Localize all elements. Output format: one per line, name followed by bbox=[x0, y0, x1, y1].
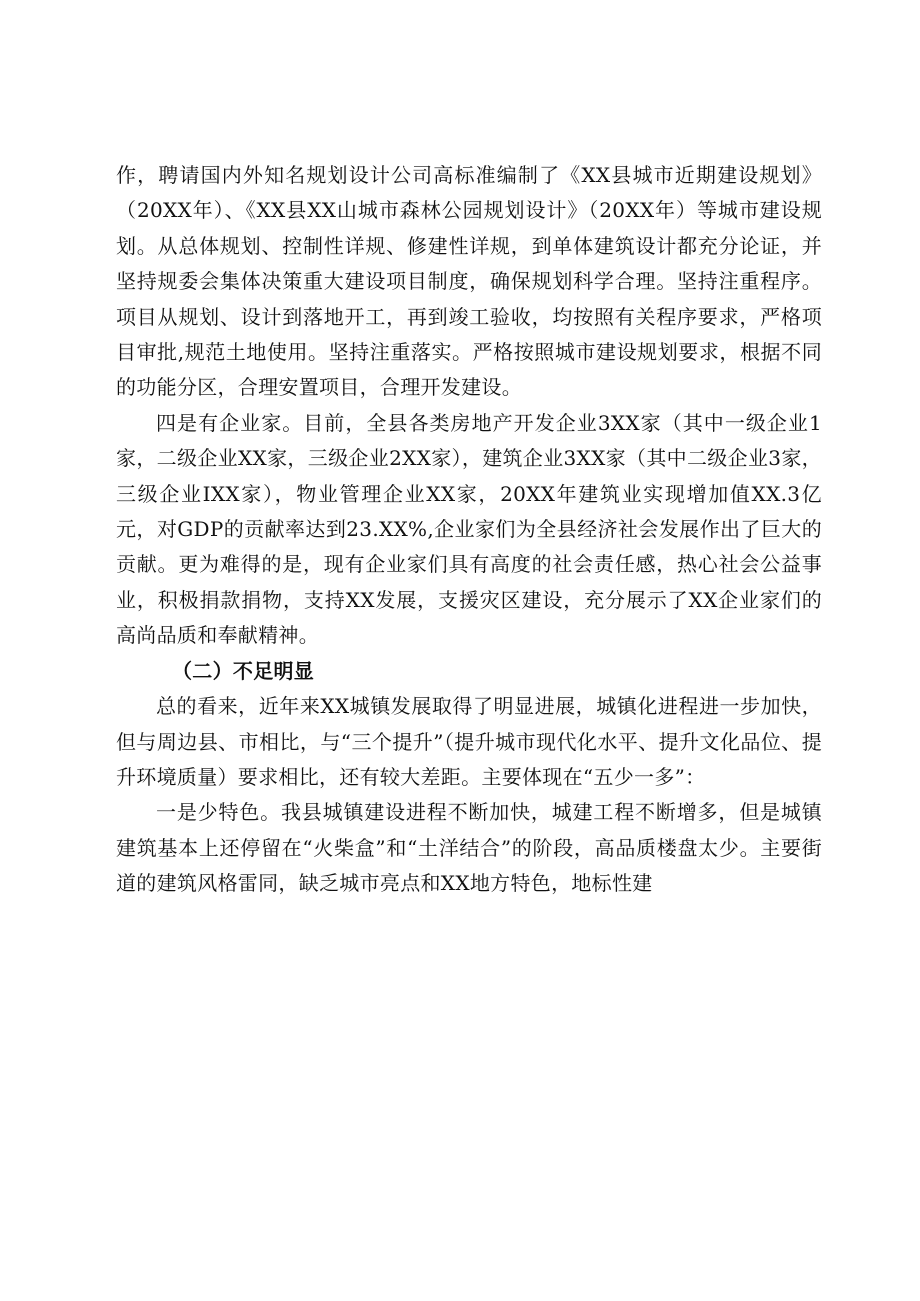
section-heading: （二）不足明显 bbox=[172, 658, 315, 683]
body-paragraph-planning: 作，聘请国内外知名规划设计公司高标准编制了《XX县城市近期建设规划》（20XX年）、《XX县XX山城市森林公园规划设计》（20XX年）等城市建设规划。从总体规划、控制性详规、修建性详规，到单体建筑设计都充分论证，并坚持规委会集体决策重大建设项目制度，确保规划科学合理。坚持注重程序。项目从规划、设计到落地开工，再到竣工验收，均按照有关程序要求，严格项目审批,规范土地使用。坚持注重落实。严格按照城市建设规划要求，根据不同的功能分区，合理安置项目，合理开发建设。 bbox=[116, 163, 822, 400]
document-body bbox=[116, 158, 822, 902]
body-paragraph-lack-of-character: 一是少特色。我县城镇建设进程不断加快，城建工程不断增多，但是城镇建筑基本上还停留在“火柴盒”和“土洋结合”的阶段，高品质楼盘太少。主要街道的建筑风格雷同，缺乏城市亮点和XX地方特色，地标性建 bbox=[116, 800, 822, 896]
body-paragraph-summary: 总的看来，近年来XX城镇发展取得了明显进展，城镇化进程进一步加快，但与周边县、市相比，与“三个提升”（提升城市现代化水平、提升文化品位、提升环境质量）要求相比，还有较大差距。主要体现在“五少一多”： bbox=[116, 694, 822, 789]
body-paragraph-entrepreneurs: 四是有企业家。目前，全县各类房地产开发企业3XX家（其中一级企业1家，二级企业XX家，三级企业2XX家），建筑企业3XX家（其中二级企业3家，三级企业IXX家），物业管理企业XX家，20XX年建筑业实现增加值XX.3亿元，对GDP的贡献率达到23.XX%,企业家们为全县经济社会发展作出了巨大的贡献。更为难得的是，现有企业家们具有高度的社会责任感，热心社会公益事业，积极捐款捐物，支持XX发展，支援灾区建设，充分展示了XX企业家们的高尚品质和奉献精神。 bbox=[116, 410, 822, 648]
